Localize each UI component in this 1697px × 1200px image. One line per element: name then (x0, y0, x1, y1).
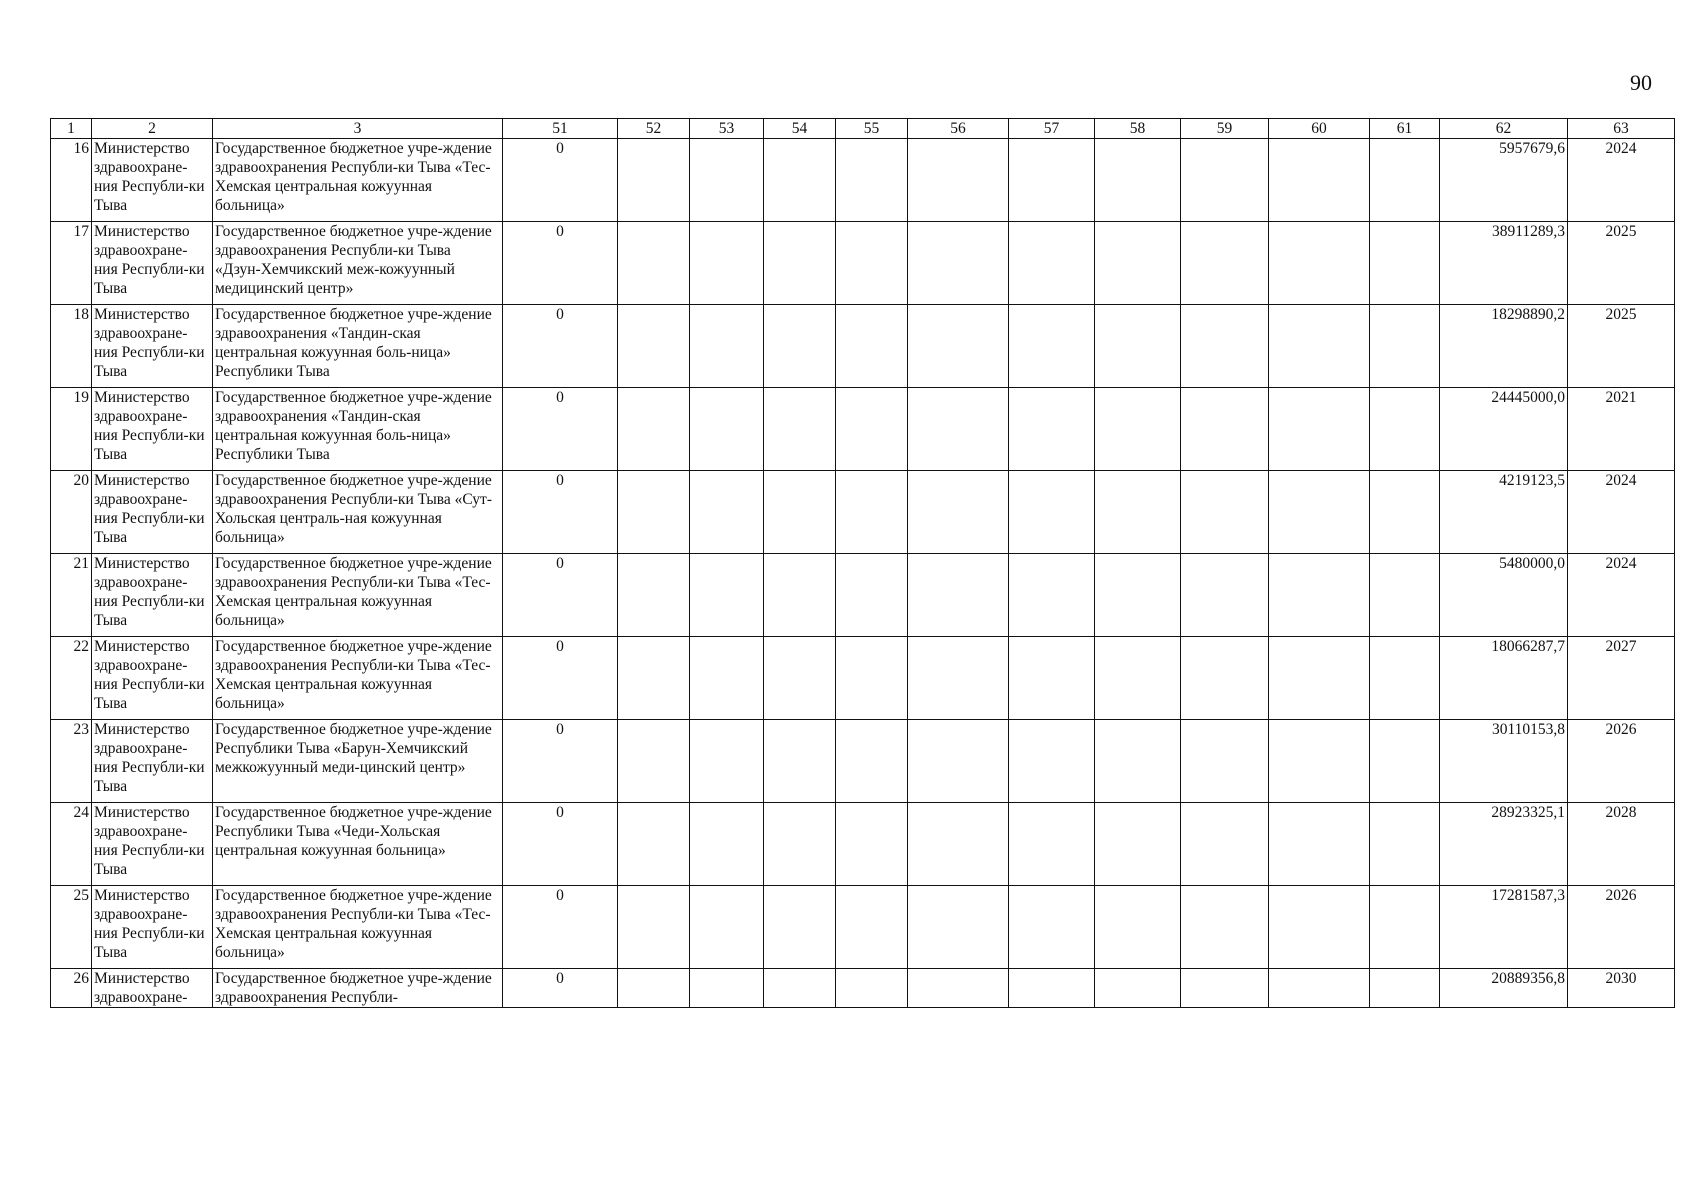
col-55-cell (836, 886, 908, 969)
col-54-cell (764, 886, 836, 969)
col-63-cell: 2028 (1568, 803, 1675, 886)
col-59-cell (1181, 803, 1269, 886)
col-51-cell: 0 (503, 637, 618, 720)
col-51-cell: 0 (503, 803, 618, 886)
col-61-cell (1370, 222, 1440, 305)
col-61-cell (1370, 637, 1440, 720)
col-52-cell (618, 803, 690, 886)
col-56-cell (908, 388, 1009, 471)
col-60-cell (1269, 305, 1370, 388)
col-63-cell: 2030 (1568, 969, 1675, 1008)
column-header-58: 58 (1095, 119, 1181, 139)
organization-cell: Министерство здравоохране-ния Республи-ки Тыва (92, 388, 213, 471)
col-58-cell (1095, 139, 1181, 222)
col-61-cell (1370, 803, 1440, 886)
col-59-cell (1181, 471, 1269, 554)
col-51-cell: 0 (503, 886, 618, 969)
col-52-cell (618, 886, 690, 969)
col-61-cell (1370, 305, 1440, 388)
col-57-cell (1009, 886, 1095, 969)
row-number: 21 (51, 554, 92, 637)
organization-cell: Министерство здравоохране-ния Республи-ки Тыва (92, 803, 213, 886)
col-52-cell (618, 969, 690, 1008)
row-number: 16 (51, 139, 92, 222)
col-56-cell (908, 886, 1009, 969)
col-57-cell (1009, 388, 1095, 471)
col-53-cell (690, 471, 764, 554)
col-57-cell (1009, 969, 1095, 1008)
col-54-cell (764, 637, 836, 720)
col-63-cell: 2024 (1568, 471, 1675, 554)
col-54-cell (764, 388, 836, 471)
col-58-cell (1095, 886, 1181, 969)
col-62-cell: 18066287,7 (1440, 637, 1568, 720)
col-63-cell: 2027 (1568, 637, 1675, 720)
organization-cell: Министерство здравоохране-ния Республи-ки Тыва (92, 554, 213, 637)
col-52-cell (618, 554, 690, 637)
col-59-cell (1181, 886, 1269, 969)
col-61-cell (1370, 471, 1440, 554)
col-51-cell: 0 (503, 471, 618, 554)
column-header-3: 3 (213, 119, 503, 139)
col-57-cell (1009, 222, 1095, 305)
col-57-cell (1009, 637, 1095, 720)
institution-cell: Государственное бюджетное учре-ждение здравоохранения «Тандин-ская центральная кожуунная боль-ница» Республики Тыва (213, 305, 503, 388)
table-body (51, 139, 1675, 1008)
column-header-63: 63 (1568, 119, 1675, 139)
col-55-cell (836, 471, 908, 554)
col-51-cell: 0 (503, 305, 618, 388)
col-53-cell (690, 554, 764, 637)
organization-cell: Министерство здравоохране-ния Республи-ки Тыва (92, 720, 213, 803)
col-63-cell: 2026 (1568, 720, 1675, 803)
organization-cell: Министерство здравоохране-ния Республи-ки Тыва (92, 222, 213, 305)
col-55-cell (836, 222, 908, 305)
organization-cell: Министерство здравоохране-ния Республи-ки Тыва (92, 139, 213, 222)
col-55-cell (836, 305, 908, 388)
col-53-cell (690, 803, 764, 886)
col-58-cell (1095, 222, 1181, 305)
table-row (51, 554, 1675, 637)
column-header-56: 56 (908, 119, 1009, 139)
col-56-cell (908, 969, 1009, 1008)
table-row (51, 305, 1675, 388)
col-54-cell (764, 803, 836, 886)
column-header-55: 55 (836, 119, 908, 139)
col-56-cell (908, 139, 1009, 222)
col-52-cell (618, 388, 690, 471)
col-56-cell (908, 471, 1009, 554)
col-57-cell (1009, 471, 1095, 554)
col-63-cell: 2024 (1568, 554, 1675, 637)
col-61-cell (1370, 554, 1440, 637)
col-60-cell (1269, 637, 1370, 720)
column-header-51: 51 (503, 119, 618, 139)
col-55-cell (836, 554, 908, 637)
col-63-cell: 2026 (1568, 886, 1675, 969)
column-header-2: 2 (92, 119, 213, 139)
col-62-cell: 5480000,0 (1440, 554, 1568, 637)
col-60-cell (1269, 720, 1370, 803)
column-header-53: 53 (690, 119, 764, 139)
col-56-cell (908, 637, 1009, 720)
column-header-61: 61 (1370, 119, 1440, 139)
col-51-cell: 0 (503, 554, 618, 637)
col-60-cell (1269, 886, 1370, 969)
table-row (51, 471, 1675, 554)
col-53-cell (690, 222, 764, 305)
row-number: 20 (51, 471, 92, 554)
col-54-cell (764, 471, 836, 554)
col-58-cell (1095, 554, 1181, 637)
col-62-cell: 20889356,8 (1440, 969, 1568, 1008)
col-62-cell: 24445000,0 (1440, 388, 1568, 471)
table-row (51, 803, 1675, 886)
col-54-cell (764, 139, 836, 222)
col-53-cell (690, 720, 764, 803)
col-52-cell (618, 720, 690, 803)
organization-cell: Министерство здравоохране-ния Республи-ки Тыва (92, 305, 213, 388)
col-63-cell: 2025 (1568, 305, 1675, 388)
col-53-cell (690, 305, 764, 388)
col-58-cell (1095, 720, 1181, 803)
column-header-54: 54 (764, 119, 836, 139)
col-58-cell (1095, 471, 1181, 554)
col-55-cell (836, 803, 908, 886)
column-header-57: 57 (1009, 119, 1095, 139)
col-51-cell: 0 (503, 139, 618, 222)
col-61-cell (1370, 139, 1440, 222)
col-54-cell (764, 720, 836, 803)
col-56-cell (908, 305, 1009, 388)
col-60-cell (1269, 969, 1370, 1008)
col-62-cell: 30110153,8 (1440, 720, 1568, 803)
col-53-cell (690, 886, 764, 969)
col-58-cell (1095, 305, 1181, 388)
data-table (50, 118, 1675, 1008)
col-60-cell (1269, 222, 1370, 305)
col-51-cell: 0 (503, 720, 618, 803)
col-59-cell (1181, 222, 1269, 305)
col-56-cell (908, 554, 1009, 637)
col-55-cell (836, 720, 908, 803)
institution-cell: Государственное бюджетное учре-ждение Республики Тыва «Чеди-Хольская центральная кожуунная больница» (213, 803, 503, 886)
column-header-1: 1 (51, 119, 92, 139)
col-62-cell: 17281587,3 (1440, 886, 1568, 969)
col-54-cell (764, 554, 836, 637)
col-53-cell (690, 969, 764, 1008)
col-58-cell (1095, 388, 1181, 471)
col-58-cell (1095, 637, 1181, 720)
col-56-cell (908, 222, 1009, 305)
col-59-cell (1181, 554, 1269, 637)
column-header-62: 62 (1440, 119, 1568, 139)
col-53-cell (690, 637, 764, 720)
col-54-cell (764, 305, 836, 388)
col-57-cell (1009, 139, 1095, 222)
column-header-52: 52 (618, 119, 690, 139)
col-60-cell (1269, 554, 1370, 637)
col-57-cell (1009, 305, 1095, 388)
table-row (51, 139, 1675, 222)
column-header-60: 60 (1269, 119, 1370, 139)
col-52-cell (618, 222, 690, 305)
col-61-cell (1370, 388, 1440, 471)
page-number: 90 (1630, 70, 1652, 95)
col-53-cell (690, 139, 764, 222)
table-row (51, 637, 1675, 720)
col-55-cell (836, 969, 908, 1008)
table-row (51, 388, 1675, 471)
row-number: 22 (51, 637, 92, 720)
col-55-cell (836, 139, 908, 222)
col-55-cell (836, 388, 908, 471)
col-57-cell (1009, 720, 1095, 803)
col-62-cell: 28923325,1 (1440, 803, 1568, 886)
col-61-cell (1370, 969, 1440, 1008)
table-row (51, 720, 1675, 803)
col-61-cell (1370, 720, 1440, 803)
col-59-cell (1181, 969, 1269, 1008)
institution-cell: Государственное бюджетное учре-ждение здравоохранения Республи-ки Тыва «Сут-Хольская централь-ная кожуунная больница» (213, 471, 503, 554)
col-61-cell (1370, 886, 1440, 969)
institution-cell: Государственное бюджетное учре-ждение здравоохранения Республи-ки Тыва «Дзун-Хемчикский меж-кожуунный медицинский центр» (213, 222, 503, 305)
col-60-cell (1269, 139, 1370, 222)
header-row (51, 119, 1675, 139)
institution-cell: Государственное бюджетное учре-ждение здравоохранения Республи-ки Тыва «Тес-Хемская центральная кожуунная больница» (213, 637, 503, 720)
col-59-cell (1181, 388, 1269, 471)
row-number: 25 (51, 886, 92, 969)
col-56-cell (908, 803, 1009, 886)
col-62-cell: 5957679,6 (1440, 139, 1568, 222)
col-59-cell (1181, 720, 1269, 803)
col-57-cell (1009, 554, 1095, 637)
col-52-cell (618, 637, 690, 720)
col-59-cell (1181, 139, 1269, 222)
col-59-cell (1181, 305, 1269, 388)
col-51-cell: 0 (503, 969, 618, 1008)
col-60-cell (1269, 471, 1370, 554)
col-63-cell: 2021 (1568, 388, 1675, 471)
institution-cell: Государственное бюджетное учре-ждение Республики Тыва «Барун-Хемчикский межкожуунный меди-цинский центр» (213, 720, 503, 803)
col-62-cell: 38911289,3 (1440, 222, 1568, 305)
col-51-cell: 0 (503, 222, 618, 305)
institution-cell: Государственное бюджетное учре-ждение здравоохранения «Тандин-ская центральная кожуунная боль-ница» Республики Тыва (213, 388, 503, 471)
organization-cell: Министерство здравоохране-ния Республи-ки Тыва (92, 471, 213, 554)
col-62-cell: 18298890,2 (1440, 305, 1568, 388)
organization-cell: Министерство здравоохране-ния Республи-ки Тыва (92, 637, 213, 720)
col-52-cell (618, 471, 690, 554)
col-59-cell (1181, 637, 1269, 720)
row-number: 24 (51, 803, 92, 886)
row-number: 23 (51, 720, 92, 803)
institution-cell: Государственное бюджетное учре-ждение здравоохранения Республи-ки Тыва «Тес-Хемская центральная кожуунная больница» (213, 554, 503, 637)
institution-cell: Государственное бюджетное учре-ждение здравоохранения Республи- (213, 969, 503, 1008)
row-number: 26 (51, 969, 92, 1008)
col-60-cell (1269, 803, 1370, 886)
col-52-cell (618, 139, 690, 222)
institution-cell: Государственное бюджетное учре-ждение здравоохранения Республи-ки Тыва «Тес-Хемская центральная кожуунная больница» (213, 139, 503, 222)
row-number: 19 (51, 388, 92, 471)
table-row (51, 969, 1675, 1008)
col-63-cell: 2024 (1568, 139, 1675, 222)
table-row (51, 886, 1675, 969)
row-number: 17 (51, 222, 92, 305)
col-53-cell (690, 388, 764, 471)
col-58-cell (1095, 969, 1181, 1008)
organization-cell: Министерство здравоохране- (92, 969, 213, 1008)
column-header-59: 59 (1181, 119, 1269, 139)
col-63-cell: 2025 (1568, 222, 1675, 305)
col-62-cell: 4219123,5 (1440, 471, 1568, 554)
col-55-cell (836, 637, 908, 720)
col-56-cell (908, 720, 1009, 803)
col-57-cell (1009, 803, 1095, 886)
institution-cell: Государственное бюджетное учре-ждение здравоохранения Республи-ки Тыва «Тес-Хемская центральная кожуунная больница» (213, 886, 503, 969)
organization-cell: Министерство здравоохране-ния Республи-ки Тыва (92, 886, 213, 969)
col-52-cell (618, 305, 690, 388)
col-60-cell (1269, 388, 1370, 471)
col-54-cell (764, 969, 836, 1008)
col-58-cell (1095, 803, 1181, 886)
row-number: 18 (51, 305, 92, 388)
col-54-cell (764, 222, 836, 305)
col-51-cell: 0 (503, 388, 618, 471)
table-row (51, 222, 1675, 305)
